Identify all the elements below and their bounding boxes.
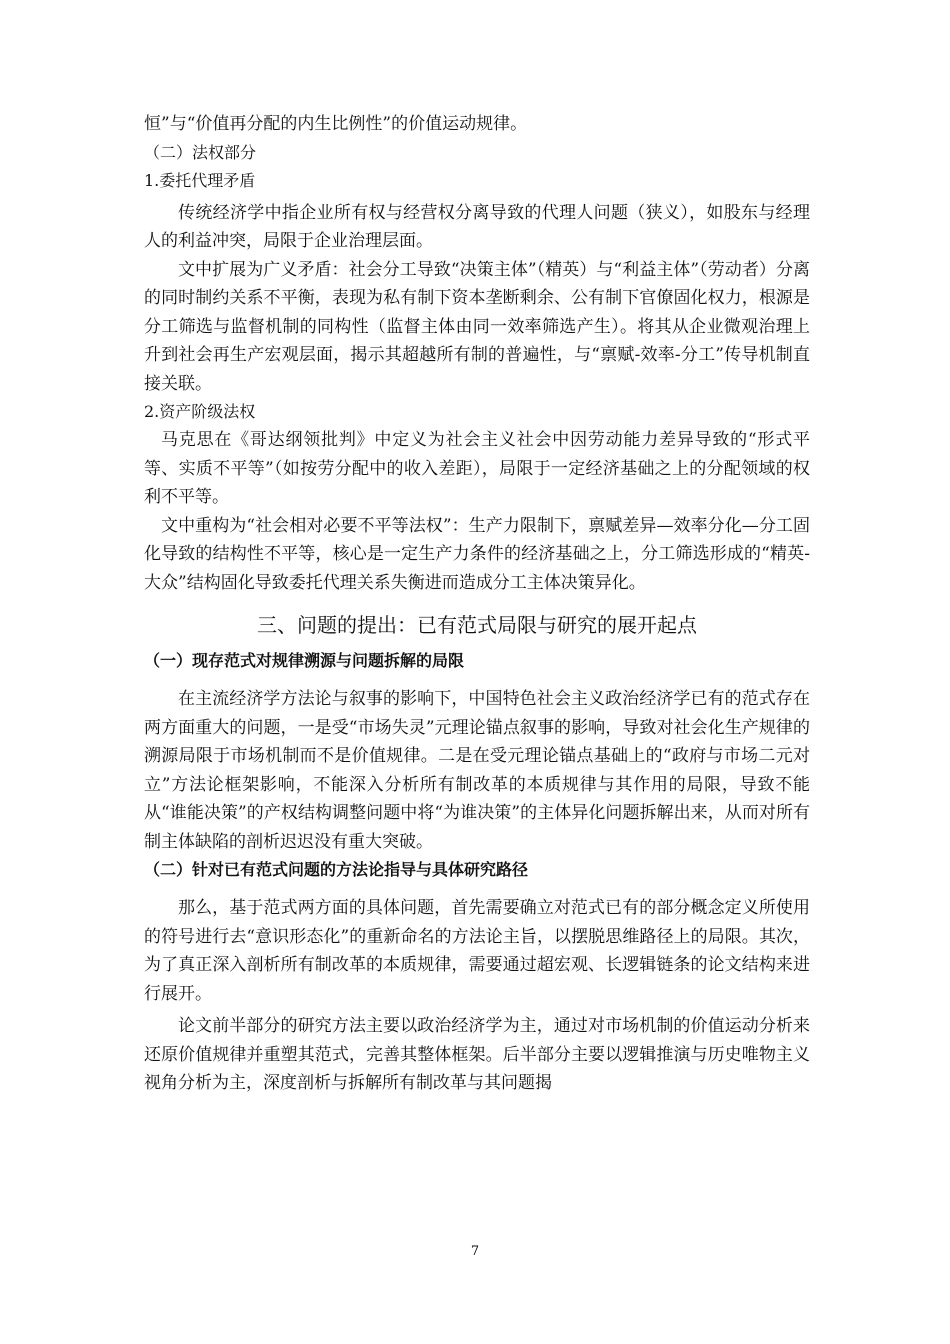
paragraph-research-methods: 论文前半部分的研究方法主要以政治经济学为主，通过对市场机制的价值运动分析来还原价值规律并重塑其范式，完善其整体框架。后半部分主要以逻辑推演与历史唯物主义视角分析为主，深度剖析与拆解所有制改革与其问题揭 [144, 1016, 810, 1093]
page-body [144, 110, 810, 1098]
paragraph-continuation: 恒”与“价值再分配的内生比例性”的价值运动规律。 [144, 114, 528, 134]
paragraph-narrow-definition: 传统经济学中指企业所有权与经营权分离导致的代理人问题（狭义），如股东与经理人的利益冲突，局限于企业治理层面。 [144, 202, 810, 251]
paragraph-paradigm-problems: 在主流经济学方法论与叙事的影响下，中国特色社会主义政治经济学已有的范式存在两方面重大的问题，一是受“市场失灵”元理论锚点叙事的影响，导致对社会化生产规律的溯源局限于市场机制而不是价值规律。二是在受元理论锚点基础上的“政府与市场二元对立”方法论框架影响，不能深入分析所有制改革的本质规律与其作用的局限，导致不能从“谁能决策”的产权结构调整问题中将“为谁决策”的主体异化问题拆解出来，从而对所有制主体缺陷的剖析迟迟没有重大突破。 [144, 689, 810, 852]
subsection-heading-legal-right: （二）法权部分 [144, 142, 257, 162]
paragraph-methodology: 那么，基于范式两方面的具体问题，首先需要确立对范式已有的部分概念定义所使用的符号进行去“意识形态化”的重新命名的方法论主旨，以摆脱思维路径上的局限。其次，为了真正深入剖析所有制改革的本质规律，需要通过超宏观、长逻辑链条的论文结构来进行展开。 [144, 898, 810, 1004]
paragraph-marx-definition: 马克思在《哥达纲领批判》中定义为社会主义社会中因劳动能力差异导致的“形式平等、实质不平等”（如按劳分配中的收入差距），局限于一定经济基础之上的分配领域的权利不平等。 [144, 430, 810, 507]
section-heading-problem: 三、问题的提出：已有范式局限与研究的展开起点 [257, 613, 697, 637]
subsection-heading-methodology: （二）针对已有范式问题的方法论指导与具体研究路径 [144, 860, 529, 879]
page-number: 7 [470, 1244, 480, 1259]
subsection-heading-paradigm-limits: （一）现存范式对规律溯源与问题拆解的局限 [144, 651, 465, 670]
paragraph-broad-definition: 文中扩展为广义矛盾：社会分工导致“决策主体”（精英）与“利益主体”（劳动者）分离的同时制约关系不平衡，表现为私有制下资本垄断剩余、公有制下官僚固化权力，根源是分工筛选与监督机制的同构性（监督主体由同一效率筛选产生）。将其从企业微观治理上升到社会再生产宏观层面，揭示其超越所有制的普遍性，与“禀赋-效率-分工”传导机制直接关联。 [144, 259, 810, 394]
paragraph-reconstruction: 文中重构为“社会相对必要不平等法权”：生产力限制下，禀赋差异—效率分化—分工固化导致的结构性不平等，核心是一定生产力条件的经济基础之上，分工筛选形成的“精英-大众”结构固化导致委托代理关系失衡进而造成分工主体决策异化。 [144, 515, 810, 593]
item-heading-bourgeois-right: 2.资产阶级法权 [144, 402, 256, 421]
item-heading-principal-agent: 1.委托代理矛盾 [144, 170, 256, 190]
